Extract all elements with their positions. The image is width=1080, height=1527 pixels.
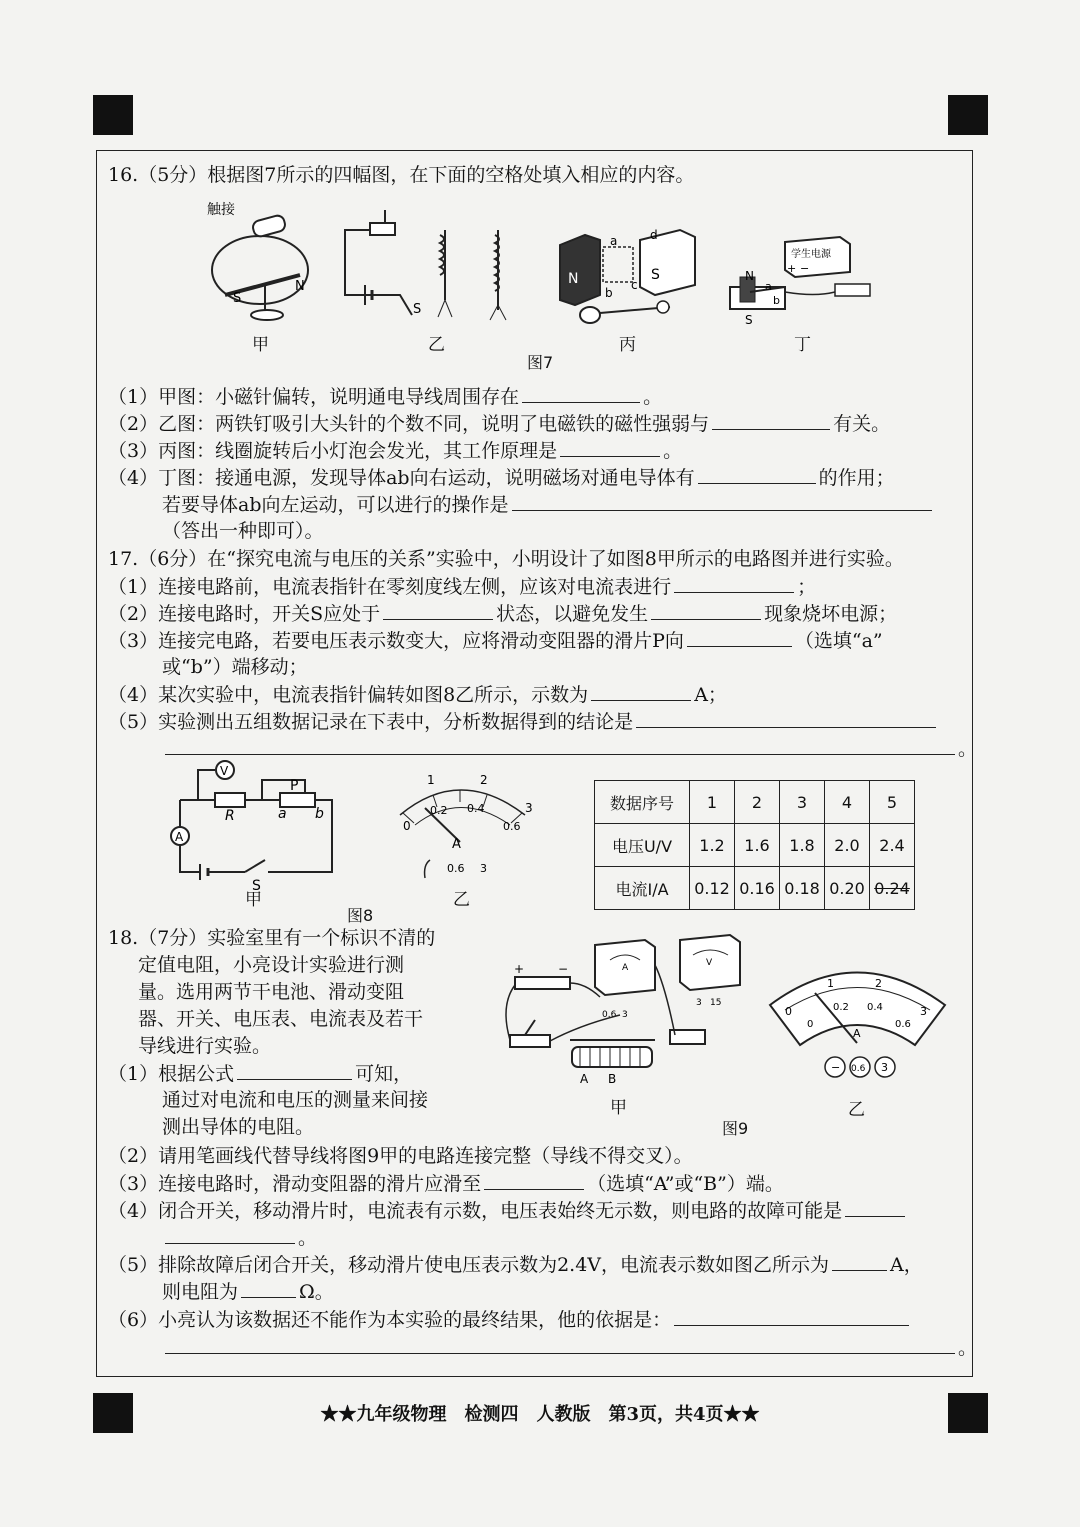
fig9-rheostat-b: B (608, 1072, 617, 1086)
answer-blank[interactable] (687, 628, 792, 647)
table-cell: 0.12 (690, 867, 735, 910)
fig8-caption: 图8 (347, 906, 374, 925)
answer-blank[interactable] (591, 682, 691, 701)
table-header-cell: 数据序号 (595, 781, 690, 824)
fig9-scale-3: 3 (920, 1005, 927, 1018)
q16-item-1: （1）甲图：小磁针偏转，说明通电导线周围存在 。 (108, 386, 663, 408)
fig8-yi-ammeter (385, 770, 545, 885)
fig7-ding-a: a (765, 280, 772, 293)
fig9-scale-m06: 0.6 (895, 1019, 911, 1030)
fig8-scale-2: 2 (480, 773, 488, 787)
q17-item-3: （3）连接完电路，若要电压表示数变大，应将滑动变阻器的滑片P向 （选填“a” (108, 630, 883, 652)
fig9-yi-ammeter (765, 965, 950, 1090)
fig7-bing-d: d (650, 228, 658, 242)
fig9-voltmeter-3: 3 (696, 998, 702, 1008)
q18-title-line2: 定值电阻，小亮设计实验进行测 (138, 954, 405, 976)
answer-blank[interactable] (698, 465, 816, 484)
fig7-jia-s: S (233, 291, 242, 306)
answer-blank[interactable] (636, 709, 936, 728)
q18-item-4: （4）闭合开关，移动滑片时，电流表有示数，电压表始终无示数，则电路的故障可能是 (108, 1198, 908, 1223)
table-cell: 0.24 (870, 867, 915, 910)
fig7-bing-s: S (651, 267, 660, 283)
fig8-jia-circuit (160, 760, 345, 905)
answer-blank[interactable] (832, 1252, 887, 1271)
fig7-bing-c: c (631, 278, 638, 292)
fig8-label-r: R (225, 808, 235, 824)
q18-title-line4: 器、开关、电压表、电流表及若干 (138, 1008, 424, 1030)
fig8-term-3: 3 (480, 862, 487, 875)
fig9-voltmeter-v: V (706, 958, 713, 968)
fig9-term-06: 0.6 (851, 1064, 866, 1074)
table-cell: 0.18 (780, 867, 825, 910)
q16-item-4: （4）丁图：接通电源，发现导体ab向右运动，说明磁场对通电导体有 的作用； (108, 467, 895, 489)
q18-item-2: （2）请用笔画线代替导线将图9甲的电路连接完整（导线不得交叉）。 (108, 1145, 693, 1167)
fig9-label-yi: 乙 (848, 1100, 865, 1120)
table-header-cell: 4 (825, 781, 870, 824)
fig8-voltmeter-v: V (220, 764, 229, 778)
q18-item-3: （3）连接电路时，滑动变阻器的滑片应滑至 （选填“A”或“B”）端。 (108, 1173, 784, 1195)
q17-data-table (594, 780, 915, 910)
fig9-battery-minus: − (558, 962, 569, 976)
fig8-scale-3: 3 (525, 801, 533, 815)
fig9-scale-0: 0 (785, 1005, 792, 1018)
fig7-caption: 图7 (527, 353, 554, 372)
q17-item-2: （2）连接电路时，开关S应处于 状态，以避免发生 现象烧坏电源； (108, 603, 898, 625)
q16-item-3: （3）丙图：线圈旋转后小灯泡会发光，其工作原理是 。 (108, 440, 683, 462)
fig8-scale-0: 0 (403, 819, 411, 833)
q16-item-4-line2: 若要导体ab向左运动，可以进行的操作是 (162, 492, 935, 517)
answer-blank[interactable] (165, 1335, 955, 1354)
registration-mark-top-left (93, 95, 133, 135)
fig8-scale-1: 1 (427, 773, 435, 787)
answer-blank[interactable] (237, 1061, 352, 1080)
q18-item-5-line2: 则电阻为 Ω。 (162, 1281, 334, 1303)
q18-title-line1: 18.（7分）实验室里有一个标识不清的 (108, 927, 436, 949)
table-cell: 2.0 (825, 824, 870, 867)
fig9-ammeter-a: A (622, 963, 629, 973)
fig7-power-plus: + (787, 262, 797, 275)
fig9-scale-m02: 0.2 (833, 1002, 849, 1013)
fig9-label-jia: 甲 (610, 1098, 627, 1118)
q16-item-4-line3: （答出一种即可）。 (162, 520, 324, 542)
q17-item-5: （5）实验测出五组数据记录在下表中，分析数据得到的结论是 (108, 709, 939, 734)
table-cell: 1.8 (780, 824, 825, 867)
fig8-label-b: b (315, 806, 324, 822)
fig8-label-s: S (252, 878, 261, 894)
q18-item-1-line3: 测出导体的电阻。 (162, 1116, 315, 1138)
fig7-jia-n: N (295, 279, 305, 294)
fig7-ding-s: S (745, 313, 753, 327)
fig9-term-3: 3 (881, 1061, 888, 1074)
q17-item-1: （1）连接电路前，电流表指针在零刻度线左侧，应该对电流表进行 ； (108, 576, 817, 598)
table-header-cell: 1 (690, 781, 735, 824)
fig9-rheostat-a: A (580, 1072, 589, 1086)
answer-blank[interactable] (674, 574, 794, 593)
table-row (595, 781, 915, 824)
fig7-label-jia: 甲 (252, 335, 269, 355)
registration-mark-top-right (948, 95, 988, 135)
fig7-bing-a: a (610, 234, 618, 248)
table-header-cell: 2 (735, 781, 780, 824)
table-cell: 1.2 (690, 824, 735, 867)
fig7-ding-n: N (745, 269, 754, 283)
fig7-touch-label: 触接 (207, 202, 235, 218)
answer-blank[interactable] (165, 736, 955, 755)
answer-blank[interactable] (165, 1225, 295, 1244)
q18-item-6-line2: 。 (162, 1335, 977, 1360)
page-footer: ★★九年级物理 检测四 人教版 第3页，共4页★★ (320, 1404, 760, 1425)
fig8-label-p: P (290, 778, 299, 794)
answer-blank[interactable] (712, 411, 830, 430)
fig7-power-label: 学生电源 (791, 249, 831, 260)
table-header-cell: 3 (780, 781, 825, 824)
fig7-label-yi: 乙 (428, 335, 445, 355)
q17-item-5-line2: 。 (162, 736, 977, 761)
answer-blank[interactable] (651, 601, 761, 620)
q18-item-5: （5）排除故障后闭合开关，移动滑片使电压表示数为2.4V，电流表示数如图乙所示为 A， (108, 1254, 923, 1276)
q16-item-2: （2）乙图：两铁钉吸引大头针的个数不同，说明了电磁铁的磁性强弱与 有关。 (108, 413, 891, 435)
answer-blank[interactable] (484, 1171, 584, 1190)
table-cell: 2.4 (870, 824, 915, 867)
fig7-yi-s: S (413, 302, 422, 317)
fig8-label-a: a (278, 806, 287, 822)
fig9-unit-a: A (853, 1027, 861, 1040)
answer-blank[interactable] (674, 1307, 909, 1326)
fig8-unit-a: A (452, 837, 461, 852)
q18-item-4-line2: 。 (162, 1225, 317, 1250)
fig9-scale-m0: 0 (807, 1019, 814, 1030)
answer-blank[interactable] (560, 438, 660, 457)
fig7-label-bing: 丙 (619, 335, 636, 355)
q17-item-3-line2: 或“b”）端移动； (162, 656, 308, 678)
table-cell: 1.6 (735, 824, 780, 867)
fig9-scale-m04: 0.4 (867, 1002, 883, 1013)
fig7-jia-diagram (205, 200, 325, 325)
table-row (595, 867, 915, 910)
fig8-label-yi: 乙 (453, 890, 470, 910)
fig7-ding-diagram (725, 232, 885, 327)
answer-blank[interactable] (512, 492, 932, 511)
table-cell: 电流I/A (595, 867, 690, 910)
table-cell: 0.20 (825, 867, 870, 910)
fig9-scale-1: 1 (827, 977, 834, 990)
fig9-ammeter-06: 0.6 (602, 1010, 617, 1020)
fig8-label-jia: 甲 (245, 890, 262, 910)
answer-blank[interactable] (241, 1279, 296, 1298)
fig8-scale-06: 0.6 (503, 820, 521, 833)
table-header-cell: 5 (870, 781, 915, 824)
fig8-term-06: 0.6 (447, 862, 465, 875)
q17-item-4: （4）某次实验中，电流表指针偏转如图8乙所示，示数为 A； (108, 684, 727, 706)
fig9-voltmeter-15: 15 (710, 998, 722, 1008)
fig7-ding-b: b (773, 294, 780, 307)
fig7-power-minus: − (800, 262, 810, 275)
fig7-label-ding: 丁 (794, 335, 811, 355)
q16-title: 16.（5分）根据图7所示的四幅图，在下面的空格处填入相应的内容。 (108, 164, 695, 186)
answer-blank[interactable] (383, 601, 493, 620)
fig9-ammeter-3: 3 (622, 1010, 628, 1020)
q18-title-line5: 导线进行实验。 (138, 1035, 272, 1057)
q17-title: 17.（6分）在“探究电流与电压的关系”实验中，小明设计了如图8甲所示的电路图并进行实验。 (108, 548, 904, 570)
fig7-bing-b: b (605, 286, 613, 300)
q18-item-6: （6）小亮认为该数据还不能作为本实验的最终结果，他的依据是： (108, 1307, 912, 1332)
answer-blank[interactable] (522, 384, 640, 403)
q18-item-1-line2: 通过对电流和电压的测量来间接 (162, 1089, 429, 1111)
fig9-caption: 图9 (722, 1119, 749, 1138)
q18-title-line3: 量。选用两节干电池、滑动变阻 (138, 981, 405, 1003)
fig8-ammeter-a: A (175, 830, 184, 844)
fig8-scale-02: 0.2 (430, 804, 448, 817)
table-cell: 0.16 (735, 867, 780, 910)
fig7-bing-n: N (568, 271, 579, 287)
table-cell: 电压U/V (595, 824, 690, 867)
fig7-bing-diagram (555, 225, 700, 330)
fig8-scale-04: 0.4 (467, 802, 485, 815)
fig9-term-minus: − (831, 1061, 841, 1074)
fig9-battery-plus: + (514, 962, 525, 976)
table-row (595, 824, 915, 867)
answer-blank[interactable] (845, 1198, 905, 1217)
fig9-jia-circuit (500, 935, 760, 1095)
q18-item-1: （1）根据公式 可知， (108, 1063, 413, 1085)
fig9-scale-2: 2 (875, 977, 882, 990)
fig7-yi-diagram (340, 205, 520, 330)
